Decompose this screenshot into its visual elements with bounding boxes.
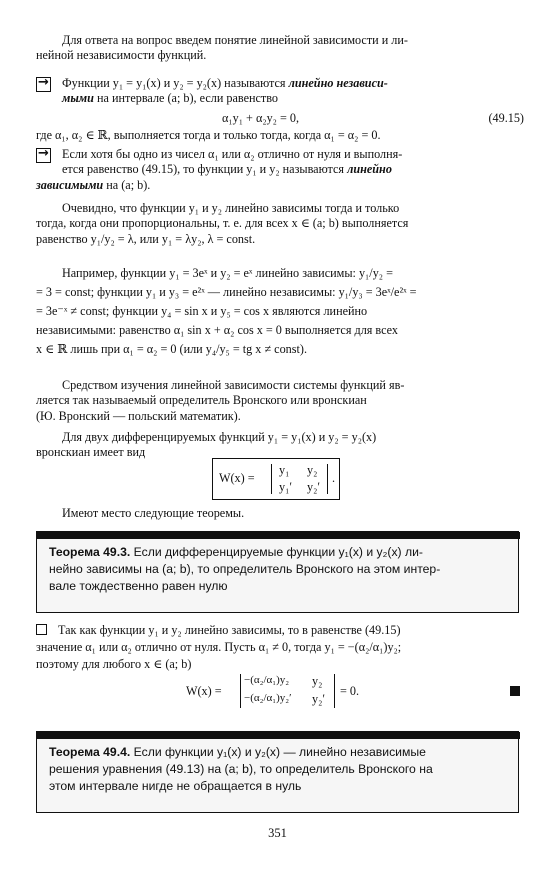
text-line: ляется так называемый определитель Вронского или вронскиан	[36, 393, 367, 408]
text-line: Средством изучения линейной зависимости системы функций яв-	[62, 378, 405, 392]
text-line: (Ю. Вронский — польский математик).	[36, 408, 241, 423]
equation-49-15: α₁y₁ + α₂y₂ = 0,	[222, 111, 300, 125]
proof-rhs: = 0.	[340, 684, 360, 698]
equation-number: (49.15)	[488, 111, 524, 125]
text-line: Очевидно, что функции y₁ и y₂ линейно зависимы тогда и только	[62, 201, 400, 215]
matrix-cell: −(α₂/α₁)y₂	[244, 674, 290, 686]
text-line: Имеют место следующие теоремы.	[62, 506, 245, 520]
text-span: на (a; b).	[103, 177, 151, 192]
theorem-bar	[37, 732, 520, 739]
matrix-cell: y₁′	[279, 480, 293, 494]
text-span: на интервале (a; b), если равенство	[93, 91, 279, 106]
determinant-bar	[240, 674, 241, 708]
theorem-text: этом интервале нигде не обращается в нуль	[49, 779, 302, 793]
text-span: Функции y₁ = y₁(x) и y₂ = y₂(x) называются	[62, 76, 289, 90]
qed-icon	[510, 686, 520, 696]
intro-paragraph	[36, 33, 524, 64]
text-line: Для двух дифференцируемых функций y₁ = y₁(x) и y₂ = y₂(x)	[62, 430, 377, 444]
text-line: независимыми: равенство α₁ sin x + α₂ cos x = 0 выполняется для всех	[36, 323, 399, 337]
text-span: ется равенство (49.15), то функции y₁ и y₂ называются	[62, 162, 348, 177]
text-line: Например, функции y₁ = 3eˣ и y₂ = eˣ линейно зависимы: y₁/y₂ =	[62, 266, 393, 280]
determinant-bar	[334, 674, 335, 708]
page-number: 351	[268, 826, 287, 840]
text-line: поэтому для любого x ∈ (a; b)	[36, 657, 192, 671]
wronskian-definition-box	[212, 458, 340, 500]
theorem-text: нейно зависимы на (a; b), то определитель Вронского на этом интер-	[49, 562, 441, 576]
definition-dependent	[36, 147, 524, 193]
theorem-title: Теорема 49.4.	[49, 745, 131, 759]
wronskian-lhs: W(x) =	[219, 471, 255, 485]
theorem-49-3-box	[36, 531, 519, 613]
text-line: где α₁, α₂ ∈ ℝ, выполняется тогда и только тогда, когда α₁ = α₂ = 0.	[36, 128, 381, 142]
proof-determinant	[186, 672, 386, 712]
proportional-paragraph	[36, 201, 524, 247]
theorem-text: Если дифференцируемые функции y₁(x) и y₂(x) ли-	[130, 545, 423, 559]
theorems-intro	[36, 506, 524, 521]
matrix-cell: y₁	[279, 463, 290, 477]
theorem-bar	[37, 532, 520, 539]
term-linearly-independent-cont: мыми	[62, 91, 94, 106]
text-line: Так как функции y₁ и y₂ линейно зависимы, то в равенстве (49.15)	[58, 623, 401, 637]
text-line: = 3e⁻ˣ ≠ const; функции y₄ = sin x и y₅ = cos x являются линейно	[36, 304, 368, 318]
after-equation-text	[36, 128, 524, 143]
term-linearly-dependent: линейно	[347, 162, 392, 177]
matrix-cell: y₂′	[312, 692, 326, 706]
proof-lhs: W(x) =	[186, 684, 222, 698]
text-line: = 3 = const; функции y₁ и y₃ = e²ˣ — линейно независимы: y₁/y₃ = 3eˣ/e²ˣ =	[36, 285, 417, 299]
text-line: тогда, когда они пропорциональны, т. е. для всех x ∈ (a; b) выполняется	[36, 216, 409, 231]
text-line: нейной независимости функций.	[36, 48, 207, 63]
theorem-text: Если функции y₁(x) и y₂(x) — линейно независимые	[130, 745, 426, 759]
theorem-49-4-box	[36, 731, 519, 813]
theorem-text: решения уравнения (49.13) на (a; b), то определитель Вронского на	[49, 762, 433, 776]
determinant-bar	[327, 464, 328, 494]
two-functions-paragraph	[36, 430, 524, 461]
theorem-text: вале тождественно равен нулю	[49, 579, 228, 593]
example-paragraph	[36, 264, 524, 359]
matrix-cell: y₂	[307, 463, 318, 477]
determinant-bar	[271, 464, 272, 494]
text-line: Если хотя бы одно из чисел α₁ или α₂ отлично от нуля и выполня-	[62, 147, 403, 161]
wronskian-tail: .	[332, 471, 336, 485]
term-linearly-dependent-cont: зависимыми	[36, 177, 104, 192]
text-line: равенство y₁/y₂ = λ, или y₁ = λy₂, λ = const.	[36, 231, 256, 246]
text-line: значение α₁ или α₂ отлично от нуля. Пусть α₁ ≠ 0, тогда y₁ = −(α₂/α₁)y₂;	[36, 640, 402, 654]
text-line: вронскиан имеет вид	[36, 445, 146, 460]
matrix-cell: y₂	[312, 674, 323, 688]
matrix-cell: −(α₂/α₁)y₂′	[244, 692, 292, 704]
definition-independent	[36, 76, 524, 107]
theorem-title: Теорема 49.3.	[49, 545, 131, 559]
matrix-cell: y₂′	[307, 480, 321, 494]
text-line: Для ответа на вопрос введем понятие линейной зависимости и ли-	[62, 33, 408, 47]
term-linearly-independent: линейно независи-	[288, 76, 388, 90]
wronskian-intro-paragraph	[36, 378, 524, 424]
text-line: x ∈ ℝ лишь при α₁ = α₂ = 0 (или y₄/y₅ = tg x ≠ const).	[36, 342, 308, 356]
proof-paragraph	[36, 622, 524, 673]
